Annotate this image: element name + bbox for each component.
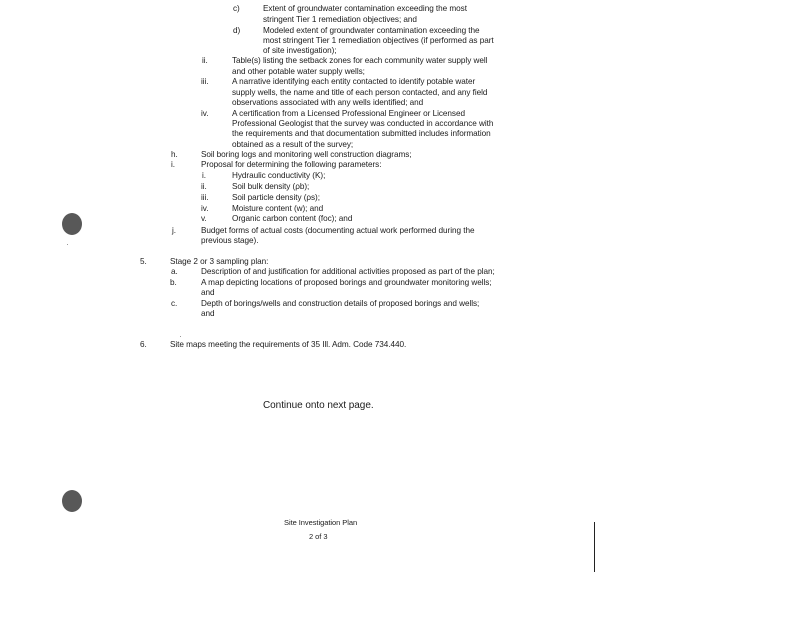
item-text: and xyxy=(201,288,215,297)
item-label: h. xyxy=(171,150,178,159)
item-text: A narrative identifying each entity contacted to identify potable water xyxy=(232,77,476,86)
item-label: 5. xyxy=(140,257,147,266)
item-label: i. xyxy=(202,171,206,180)
margin-bar xyxy=(594,522,595,572)
item-label: d) xyxy=(233,26,241,35)
item-text: Organic carbon content (foc); and xyxy=(232,214,353,223)
punch-hole-top xyxy=(62,213,82,235)
item-text: Proposal for determining the following parameters: xyxy=(201,160,382,169)
item-label: iv. xyxy=(201,204,209,213)
item-text: of site investigation); xyxy=(263,46,337,55)
item-label: c. xyxy=(171,299,178,308)
item-label: a. xyxy=(171,267,178,276)
item-label: iii. xyxy=(201,193,209,202)
item-text: Site maps meeting the requirements of 35 Ill. Adm. Code 734.440. xyxy=(170,340,407,349)
item-text: Modeled extent of groundwater contamination exceeding the xyxy=(263,26,480,35)
item-label: i. xyxy=(171,160,175,169)
footer-title: Site Investigation Plan xyxy=(284,518,358,527)
scan-speck xyxy=(67,244,68,245)
item-label: c) xyxy=(233,4,240,13)
item-label: ii. xyxy=(201,182,207,191)
item-text: Professional Geologist that the survey was conducted in accordance with xyxy=(232,119,494,128)
item-text: observations associated with any wells identified; and xyxy=(232,98,424,107)
item-text: most stringent Tier 1 remediation objectives (if performed as part xyxy=(263,36,494,45)
item-text: Budget forms of actual costs (documenting actual work performed during the xyxy=(201,226,475,235)
item-text: Soil particle density (ρs); xyxy=(232,193,320,202)
item-text: stringent Tier 1 remediation objectives; and xyxy=(263,15,417,24)
item-label: j. xyxy=(172,226,176,235)
item-text: and other potable water supply wells; xyxy=(232,67,365,76)
item-label: 6. xyxy=(140,340,147,349)
item-text: Soil boring logs and monitoring well construction diagrams; xyxy=(201,150,412,159)
item-label: v. xyxy=(201,214,207,223)
continue-note: Continue onto next page. xyxy=(263,400,374,411)
item-text: Extent of groundwater contamination exceeding the most xyxy=(263,4,467,13)
item-text: A certification from a Licensed Professional Engineer or Licensed xyxy=(232,109,465,118)
item-text: obtained as a result of the survey; xyxy=(232,140,354,149)
item-text: Moisture content (w); and xyxy=(232,204,324,213)
item-text: supply wells, the name and title of each person contacted, and any field xyxy=(232,88,488,97)
item-label: iii. xyxy=(201,77,209,86)
item-text: previous stage). xyxy=(201,236,259,245)
item-text: Soil bulk density (ρb); xyxy=(232,182,310,191)
item-text: Stage 2 or 3 sampling plan: xyxy=(170,257,269,266)
item-text: Table(s) listing the setback zones for each community water supply well xyxy=(232,56,488,65)
item-label: ii. xyxy=(202,56,208,65)
footer-page-number: 2 of 3 xyxy=(309,532,328,541)
item-label: iv. xyxy=(201,109,209,118)
punch-hole-bottom xyxy=(62,490,82,512)
scan-speck xyxy=(180,336,181,337)
item-text: Description of and justification for additional activities proposed as part of the plan; xyxy=(201,267,495,276)
item-text: and xyxy=(201,309,215,318)
item-text: A map depicting locations of proposed borings and groundwater monitoring wells; xyxy=(201,278,492,287)
item-text: the requirements and that documentation submitted includes information xyxy=(232,129,491,138)
item-text: Depth of borings/wells and construction details of proposed borings and wells; xyxy=(201,299,480,308)
item-label: b. xyxy=(170,278,177,287)
item-text: Hydraulic conductivity (K); xyxy=(232,171,326,180)
